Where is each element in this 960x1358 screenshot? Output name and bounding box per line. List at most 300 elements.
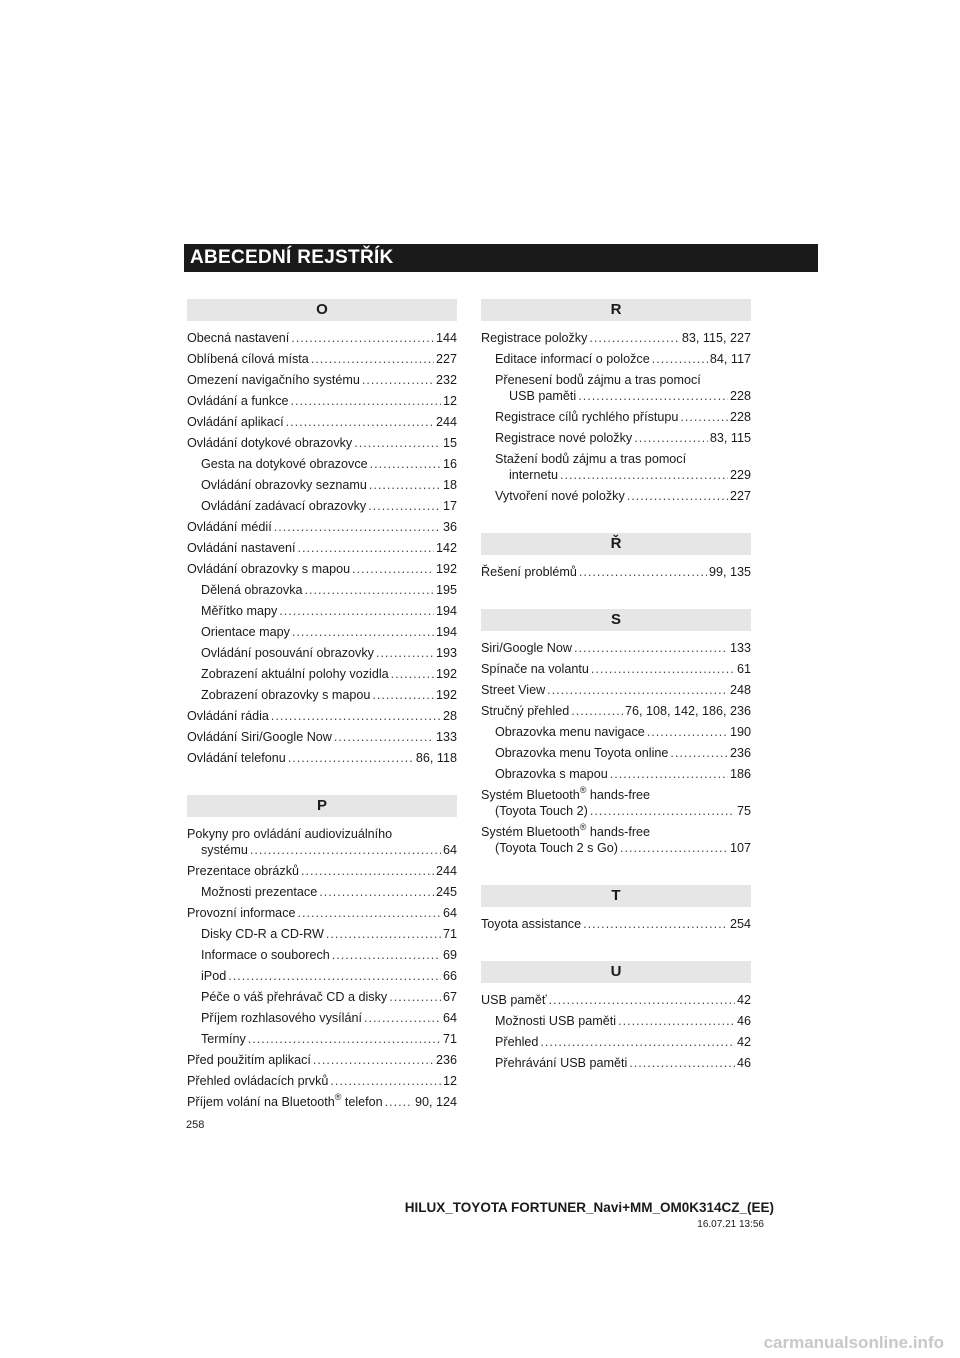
- dot-leader: [571, 703, 623, 719]
- index-term: [201, 968, 226, 984]
- dot-leader: [364, 1010, 441, 1026]
- index-term-text: Informace o souborech: [201, 948, 330, 962]
- page-reference: 232: [435, 373, 457, 387]
- page-reference: 133: [729, 641, 751, 655]
- index-term: [201, 1031, 246, 1047]
- index-term-text: Obrazovka menu navigace: [495, 725, 645, 739]
- index-term-text: Zobrazení aktuální polohy vozidla: [201, 667, 389, 681]
- print-timestamp: 16.07.21 13:56: [697, 1219, 764, 1230]
- dot-leader: [291, 330, 434, 346]
- index-title: ABECEDNÍ REJSTŘÍK: [190, 247, 394, 268]
- index-entry: [187, 1073, 457, 1089]
- dot-leader: [540, 1034, 735, 1050]
- page-reference: 228: [729, 389, 751, 403]
- index-term-text: Měřítko mapy: [201, 604, 278, 618]
- index-term: [495, 1055, 627, 1071]
- dot-leader: [618, 1013, 735, 1029]
- page-reference: 99, 135: [708, 565, 751, 579]
- index-entry: [187, 708, 457, 724]
- index-term-text: Ovládání médií: [187, 520, 272, 534]
- index-entry: [187, 863, 457, 879]
- index-term: [187, 435, 352, 451]
- index-term-text: Příjem rozhlasového vysílání: [201, 1011, 362, 1025]
- index-term-text: Registrace cílů rychlého přístupu: [495, 410, 679, 424]
- registered-mark: ®: [334, 1092, 342, 1102]
- index-entry: [187, 561, 457, 577]
- index-term-continuation: [495, 467, 751, 483]
- page-reference: 64: [442, 843, 457, 857]
- index-entry: [481, 682, 751, 698]
- index-term: [495, 724, 645, 740]
- page-reference: 244: [435, 864, 457, 878]
- page-reference: 193: [435, 646, 457, 660]
- index-term-text: Obrazovka menu Toyota online: [495, 746, 669, 760]
- index-term-text: Registrace nové položky: [495, 431, 633, 445]
- index-term: [201, 582, 303, 598]
- index-subentry: [481, 409, 751, 425]
- registered-mark: ®: [579, 785, 587, 795]
- index-term: [187, 519, 272, 535]
- index-term-text: Vytvoření nové položky: [495, 489, 625, 503]
- dot-leader: [250, 842, 441, 858]
- index-term-text: Oblíbená cílová místa: [187, 352, 309, 366]
- index-term-text: Termíny: [201, 1032, 246, 1046]
- registered-mark: ®: [579, 822, 587, 832]
- index-entry: [481, 916, 751, 932]
- section-spacer: [481, 937, 751, 961]
- index-term-text: Přehled: [495, 1035, 539, 1049]
- dot-leader: [271, 708, 441, 724]
- index-subentry: [187, 456, 457, 472]
- dot-leader: [376, 645, 434, 661]
- dot-leader: [670, 745, 728, 761]
- page-reference: 76, 108, 142, 186, 236: [624, 704, 751, 718]
- index-column-right: [481, 299, 751, 1076]
- index-term-continuation: [481, 840, 751, 856]
- page-reference: 64: [442, 1011, 457, 1025]
- dot-leader: [292, 624, 434, 640]
- page-reference: 66: [442, 969, 457, 983]
- index-subentry: [187, 1031, 457, 1047]
- page-reference: 248: [729, 683, 751, 697]
- dot-leader: [334, 729, 434, 745]
- index-term: [201, 456, 368, 472]
- index-subentry: [187, 498, 457, 514]
- index-subentry: [187, 582, 457, 598]
- page-reference: 46: [736, 1014, 751, 1028]
- index-term: [201, 687, 370, 703]
- index-term-text: Stručný přehled: [481, 704, 570, 718]
- dot-leader: [301, 863, 434, 879]
- dot-leader: [634, 430, 708, 446]
- page-reference: 42: [736, 1035, 751, 1049]
- index-subentry: [481, 351, 751, 367]
- page-reference: 192: [435, 688, 457, 702]
- document-code: HILUX_TOYOTA FORTUNER_Navi+MM_OM0K314CZ_(EE): [404, 1200, 774, 1215]
- index-entry: [187, 435, 457, 451]
- page-reference: 61: [736, 662, 751, 676]
- page-reference: 83, 115, 227: [681, 331, 751, 345]
- index-term: [187, 863, 299, 879]
- section-letter-heading: U: [481, 961, 751, 983]
- index-term-text: Možnosti prezentace: [201, 885, 318, 899]
- section-letter-heading: T: [481, 885, 751, 907]
- index-term-continuation: [187, 842, 457, 858]
- index-term-text: Omezení navigačního systému: [187, 373, 360, 387]
- index-subentry: [187, 926, 457, 942]
- index-subentry: [187, 947, 457, 963]
- page-reference: 28: [442, 709, 457, 723]
- index-subentry: [187, 968, 457, 984]
- page-reference: 236: [729, 746, 751, 760]
- index-term: [495, 430, 632, 446]
- index-term-text: Ovládání rádia: [187, 709, 269, 723]
- index-term-text: Ovládání dotykové obrazovky: [187, 436, 353, 450]
- section-letter-heading: R: [481, 299, 751, 321]
- index-term-text: Editace informací o položce: [495, 352, 650, 366]
- index-entry: [481, 992, 751, 1008]
- index-term: [187, 540, 296, 556]
- dot-leader: [391, 666, 434, 682]
- index-term-text: Přehrávání USB paměti: [495, 1056, 628, 1070]
- dot-leader: [590, 803, 735, 819]
- dot-leader: [652, 351, 708, 367]
- index-term-text: iPod: [201, 969, 227, 983]
- dot-leader: [305, 582, 434, 598]
- dot-leader: [574, 640, 728, 656]
- index-entry: [187, 519, 457, 535]
- index-term: [495, 409, 678, 425]
- index-term-text: Obrazovka s mapou: [495, 767, 608, 781]
- page-reference: 227: [435, 352, 457, 366]
- index-term-text: Ovládání posouvání obrazovky: [201, 646, 374, 660]
- index-term: [187, 330, 289, 346]
- dot-leader: [286, 414, 434, 430]
- index-title-bar: [184, 244, 818, 272]
- dot-leader: [591, 661, 735, 677]
- page-reference: 17: [442, 499, 457, 513]
- index-term-text: Spínače na volantu: [481, 662, 589, 676]
- dot-leader: [332, 947, 441, 963]
- index-term-text: Ovládání nastavení: [187, 541, 296, 555]
- index-entry: [187, 414, 457, 430]
- dot-leader: [578, 388, 728, 404]
- page-reference: 84, 117: [709, 352, 751, 366]
- index-term-text: USB paměť: [481, 993, 547, 1007]
- index-term-text: Prezentace obrázků: [187, 864, 300, 878]
- index-subentry: [187, 989, 457, 1005]
- index-term: [201, 666, 389, 682]
- index-term: [495, 488, 625, 504]
- index-term: [481, 640, 572, 656]
- section-letter-heading: P: [187, 795, 457, 817]
- index-term-continuation: [481, 803, 751, 819]
- index-term: [201, 884, 317, 900]
- index-term-text: Dělená obrazovka: [201, 583, 303, 597]
- index-entry: [187, 1094, 457, 1110]
- index-term: [481, 564, 577, 580]
- dot-leader: [583, 916, 728, 932]
- index-term: [187, 372, 360, 388]
- index-term: [481, 787, 751, 803]
- index-term: [201, 1010, 362, 1026]
- dot-leader: [228, 968, 441, 984]
- index-term: [187, 750, 286, 766]
- page-reference: 90, 124: [414, 1095, 457, 1109]
- index-term-cont-text: (Toyota Touch 2 s Go): [495, 841, 618, 855]
- page-reference: 227: [729, 489, 751, 503]
- index-term-text: Ovládání aplikací: [187, 415, 284, 429]
- index-term: [495, 351, 650, 367]
- index-subentry: [481, 1013, 751, 1029]
- dot-leader: [352, 561, 434, 577]
- page-reference: 36: [442, 520, 457, 534]
- index-entry: [187, 729, 457, 745]
- index-term: [481, 703, 569, 719]
- dot-leader: [274, 519, 441, 535]
- page-reference: 83, 115: [709, 431, 751, 445]
- index-term-text: Pokyny pro ovládání audiovizuálního: [187, 827, 393, 841]
- index-term-cont-text: internetu: [509, 468, 559, 482]
- index-term-continuation: [495, 388, 751, 404]
- index-term-text: Orientace mapy: [201, 625, 290, 639]
- index-subentry: [187, 603, 457, 619]
- index-term-text: Ovládání obrazovky seznamu: [201, 478, 367, 492]
- dot-leader: [354, 435, 441, 451]
- index-entry: [187, 905, 457, 921]
- section-spacer: [481, 861, 751, 885]
- dot-leader: [319, 884, 434, 900]
- index-subentry: [481, 766, 751, 782]
- index-term-cont-text: USB paměti: [509, 389, 577, 403]
- index-term-text: Stažení bodů zájmu a tras pomocí: [495, 452, 687, 466]
- index-term: [187, 1073, 328, 1089]
- page-reference: 228: [729, 410, 751, 424]
- page-reference: 142: [435, 541, 457, 555]
- index-term-text: Zobrazení obrazovky s mapou: [201, 688, 371, 702]
- dot-leader: [547, 682, 728, 698]
- index-column-left: [187, 299, 457, 1115]
- page-reference: 186: [729, 767, 751, 781]
- index-term: [495, 451, 751, 467]
- page-number: 258: [186, 1119, 205, 1131]
- page-reference: 107: [729, 841, 751, 855]
- index-term: [495, 766, 608, 782]
- dot-leader: [288, 750, 414, 766]
- dot-leader: [549, 992, 735, 1008]
- page-reference: 12: [442, 1074, 457, 1088]
- index-subentry: [481, 451, 751, 483]
- index-term: [201, 947, 330, 963]
- dot-leader: [627, 488, 728, 504]
- page-reference: 12: [442, 394, 457, 408]
- page-reference: 244: [435, 415, 457, 429]
- index-term: [481, 824, 751, 840]
- index-term-text: Ovládání obrazovky s mapou: [187, 562, 351, 576]
- page-reference: 144: [435, 331, 457, 345]
- index-term: [201, 498, 366, 514]
- index-entry: [481, 787, 751, 819]
- index-term: [201, 989, 387, 1005]
- index-term-text: Přehled ovládacích prvků: [187, 1074, 329, 1088]
- dot-leader: [620, 840, 728, 856]
- dot-leader: [298, 905, 441, 921]
- index-subentry: [187, 645, 457, 661]
- section-spacer: [481, 585, 751, 609]
- index-entry: [187, 1052, 457, 1068]
- dot-leader: [362, 372, 434, 388]
- index-term: [201, 624, 290, 640]
- index-term-text: Obecná nastavení: [187, 331, 290, 345]
- index-term: [495, 1013, 616, 1029]
- index-subentry: [481, 488, 751, 504]
- dot-leader: [385, 1094, 413, 1110]
- index-term: [481, 992, 547, 1008]
- section-letter-heading: S: [481, 609, 751, 631]
- dot-leader: [629, 1055, 735, 1071]
- index-entry: [481, 640, 751, 656]
- index-term: [187, 1094, 383, 1110]
- index-subentry: [481, 724, 751, 740]
- index-term-text: Systém Bluetooth: [481, 825, 580, 839]
- index-term-text: Street View: [481, 683, 546, 697]
- index-term: [187, 905, 296, 921]
- index-term-text: Ovládání Siri/Google Now: [187, 730, 332, 744]
- index-entry: [187, 750, 457, 766]
- index-term: [187, 561, 350, 577]
- index-entry: [187, 372, 457, 388]
- page-reference: 245: [435, 885, 457, 899]
- index-entry: [481, 564, 751, 580]
- index-term-suffix: telefon: [341, 1095, 383, 1109]
- index-subentry: [187, 477, 457, 493]
- index-term: [481, 661, 589, 677]
- index-entry: [187, 351, 457, 367]
- index-subentry: [481, 1034, 751, 1050]
- index-entry: [481, 330, 751, 346]
- page-reference: 194: [435, 625, 457, 639]
- index-term: [187, 729, 332, 745]
- dot-leader: [326, 926, 441, 942]
- dot-leader: [369, 477, 441, 493]
- index-term: [495, 372, 751, 388]
- index-term-text: Toyota assistance: [481, 917, 582, 931]
- index-term-text: Přenesení bodů zájmu a tras pomocí: [495, 373, 701, 387]
- page-reference: 190: [729, 725, 751, 739]
- dot-leader: [560, 467, 728, 483]
- page-reference: 192: [435, 667, 457, 681]
- index-entry: [187, 826, 457, 858]
- index-subentry: [187, 884, 457, 900]
- index-term: [201, 926, 324, 942]
- page-reference: 71: [442, 1032, 457, 1046]
- index-entry: [481, 703, 751, 719]
- index-subentry: [481, 745, 751, 761]
- dot-leader: [370, 456, 441, 472]
- index-term-text: Příjem volání na Bluetooth: [187, 1095, 335, 1109]
- page-reference: 229: [729, 468, 751, 482]
- index-term-text: Registrace položky: [481, 331, 588, 345]
- index-term-suffix: hands-free: [586, 825, 651, 839]
- dot-leader: [311, 351, 434, 367]
- index-entry: [187, 330, 457, 346]
- index-subentry: [481, 430, 751, 446]
- section-letter-heading: O: [187, 299, 457, 321]
- index-term: [201, 477, 367, 493]
- index-subentry: [187, 624, 457, 640]
- index-term-text: Řešení problémů: [481, 565, 577, 579]
- dot-leader: [579, 564, 707, 580]
- dot-leader: [248, 1031, 441, 1047]
- section-spacer: [187, 771, 457, 795]
- index-term: [187, 393, 289, 409]
- index-term-cont-text: (Toyota Touch 2): [495, 804, 588, 818]
- page-reference: 69: [442, 948, 457, 962]
- index-term: [187, 1052, 311, 1068]
- index-subentry: [481, 1055, 751, 1071]
- index-entry: [187, 393, 457, 409]
- index-term: [201, 603, 277, 619]
- page-reference: 16: [442, 457, 457, 471]
- index-term-text: Ovládání a funkce: [187, 394, 289, 408]
- dot-leader: [313, 1052, 434, 1068]
- page-reference: 42: [736, 993, 751, 1007]
- index-term: [481, 916, 581, 932]
- index-subentry: [481, 372, 751, 404]
- index-subentry: [187, 1010, 457, 1026]
- index-entry: [481, 824, 751, 856]
- page-reference: 75: [736, 804, 751, 818]
- index-term-text: Možnosti USB paměti: [495, 1014, 617, 1028]
- section-spacer: [481, 509, 751, 533]
- page-reference: 64: [442, 906, 457, 920]
- index-entry: [187, 540, 457, 556]
- index-term: [495, 745, 668, 761]
- dot-leader: [680, 409, 728, 425]
- dot-leader: [389, 989, 441, 1005]
- page-reference: 67: [442, 990, 457, 1004]
- index-term-text: Provozní informace: [187, 906, 296, 920]
- index-term-text: Péče o váš přehrávač CD a disky: [201, 990, 388, 1004]
- index-term-text: Siri/Google Now: [481, 641, 572, 655]
- dot-leader: [279, 603, 434, 619]
- index-subentry: [187, 666, 457, 682]
- page-reference: 254: [729, 917, 751, 931]
- index-term: [187, 708, 269, 724]
- dot-leader: [291, 393, 441, 409]
- dot-leader: [368, 498, 441, 514]
- index-term-text: Ovládání zadávací obrazovky: [201, 499, 367, 513]
- index-term-text: Gesta na dotykové obrazovce: [201, 457, 368, 471]
- dot-leader: [589, 330, 680, 346]
- dot-leader: [610, 766, 728, 782]
- page-reference: 18: [442, 478, 457, 492]
- index-term: [495, 1034, 538, 1050]
- index-term-text: Systém Bluetooth: [481, 788, 580, 802]
- page-reference: 236: [435, 1053, 457, 1067]
- index-term-text: Disky CD-R a CD-RW: [201, 927, 324, 941]
- page-reference: 192: [435, 562, 457, 576]
- page-reference: 133: [435, 730, 457, 744]
- index-term-text: Ovládání telefonu: [187, 751, 286, 765]
- index-term: [481, 330, 587, 346]
- dot-leader: [330, 1073, 441, 1089]
- index-entry: [481, 661, 751, 677]
- page-reference: 194: [435, 604, 457, 618]
- site-watermark: carmanualsonline.info: [763, 1333, 944, 1352]
- index-term: [187, 826, 457, 842]
- index-term-cont-text: systému: [201, 843, 248, 857]
